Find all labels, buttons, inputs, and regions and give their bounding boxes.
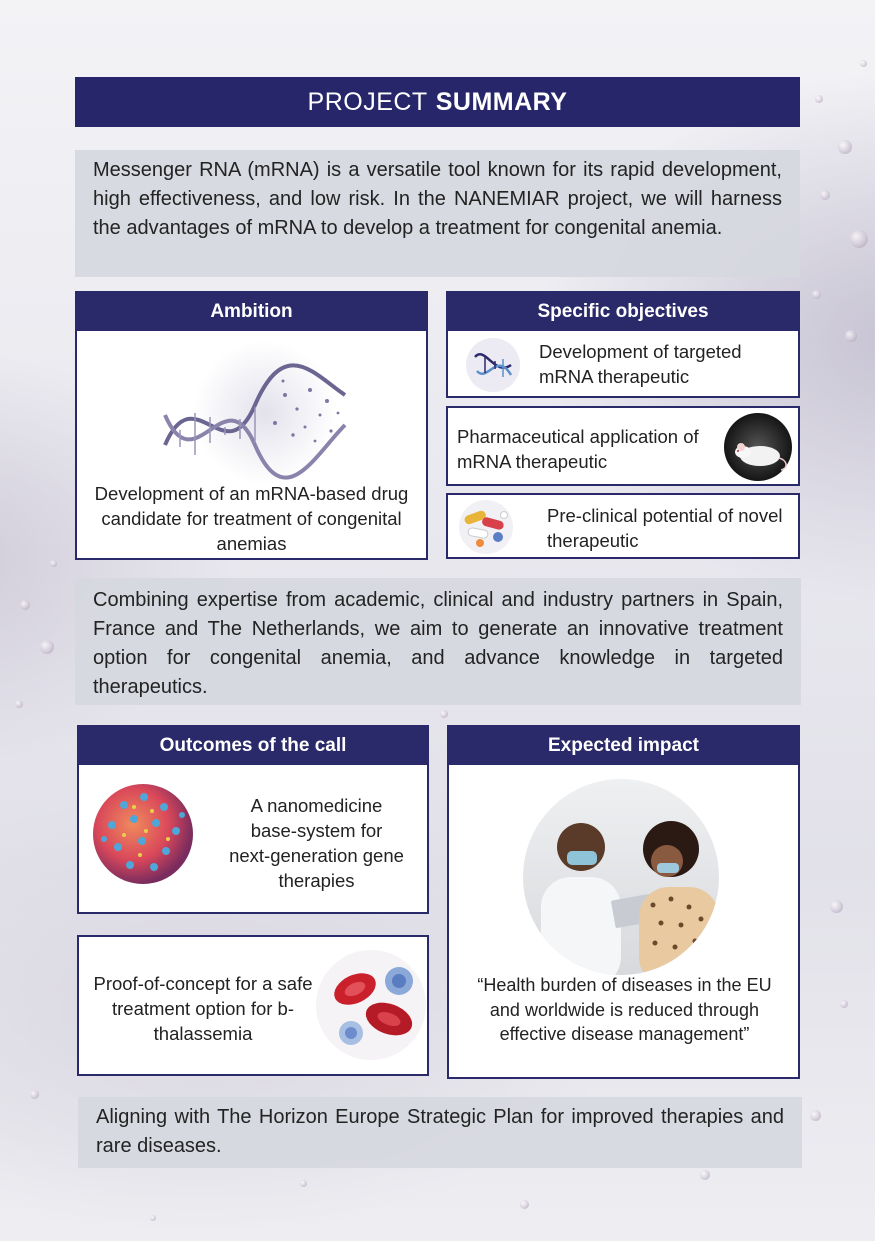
page-title [75,77,800,127]
nanoparticle-icon [84,775,202,893]
objectives-header-card [446,291,800,398]
objective-3-card [446,493,800,559]
aligning-paragraph: Aligning with The Horizon Europe Strategic Plan for improved therapies and rare diseases. [78,1097,802,1168]
objectives-title: Specific objectives [448,293,798,331]
combining-paragraph: Combining expertise from academic, clinical and industry partners in Spain, France and The Netherlands, we aim to generate an innovative treatment option for congenital anemia, and advance knowledge in targeted therapeutics. [75,578,801,705]
pills-icon [454,499,518,555]
objective-2-text: Pharmaceutical application of mRNA therapeutic [457,426,699,472]
blood-cells-icon [315,949,427,1061]
ambition-card [75,291,428,560]
outcomes-card [77,725,429,914]
dna-strand-icon [465,337,521,393]
dna-helix-icon [155,335,355,485]
ambition-title: Ambition [77,293,426,331]
impact-title: Expected impact [449,727,798,765]
impact-card [447,725,800,1079]
intro-paragraph: Messenger RNA (mRNA) is a versatile tool known for its rapid development, high effectiveness, and low risk. In the NANEMIAR project, we will harness the advantages of mRNA to develop a treatment for congenital anemia. [75,150,800,277]
objective-3-text: Pre-clinical potential of novel therapeutic [547,505,783,551]
doctor-patient-photo [521,777,721,977]
impact-quote: “Health burden of diseases in the EU and worldwide is reduced through effective disease management” [477,975,772,1044]
title-bold: SUMMARY [435,87,568,116]
outcome-2-card [77,935,429,1076]
title-light: PROJECT [307,87,428,116]
ambition-text: Development of an mRNA-based drug candidate for treatment of congenital anemias [94,483,409,554]
outcome-2-text: Proof-of-concept for a safe treatment option for b-thalassemia [93,973,313,1044]
objective-1-text: Development of targeted mRNA therapeutic [539,341,742,387]
outcomes-title: Outcomes of the call [79,727,427,765]
outcome-1-text: A nanomedicine base-system for next-generation gene therapies [229,795,404,891]
objective-2-card [446,406,800,486]
lab-mouse-icon [723,412,793,482]
